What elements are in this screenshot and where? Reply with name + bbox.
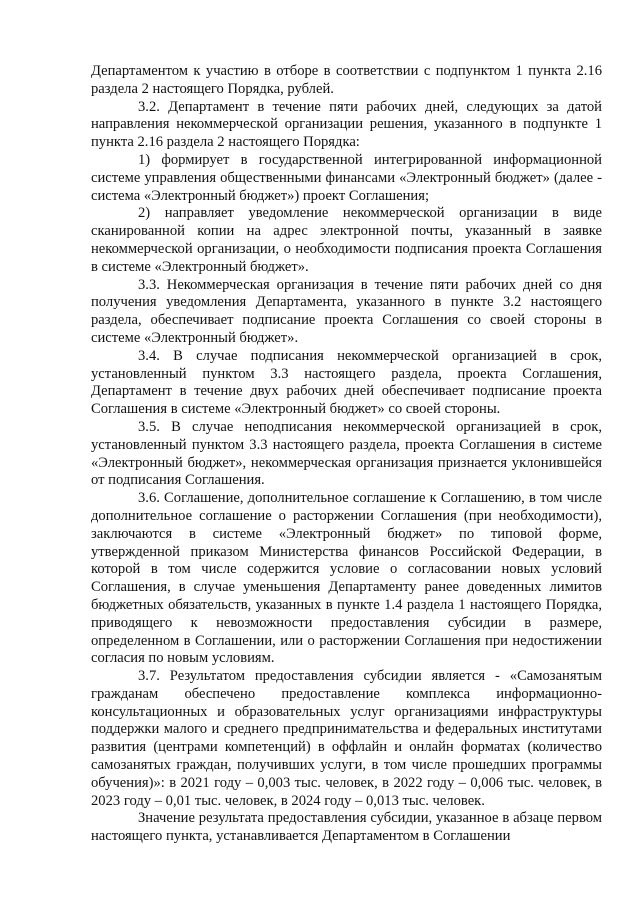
paragraph-3-5: 3.5. В случае неподписания некоммерческой организацией в срок, установленный пунктом 3.3 настоящего раздела, проекта Соглашения в системе «Электронный бюджет», некоммерческая организация признается уклонившейся от подписания Соглашения. — [91, 418, 602, 489]
paragraph-3-7: 3.7. Результатом предоставления субсидии является - «Самозанятым гражданам обеспечено предоставление комплекса информационно-консультационных и образовательных услуг организациями инфраструктуры поддержки малого и среднего предпринимательства и федеральных институтами развития (центрами компетенций) в оффлайн и онлайн форматах (количество самозанятых граждан, получивших услуги, в том числе прошедших программы обучения)»: в 2021 году – 0,003 тыс. человек, в 2022 году – 0,006 тыс. человек, в 2023 году – 0,01 тыс. человек, в 2024 году – 0,013 тыс. человек. — [91, 668, 602, 809]
paragraph-3-2-item-2: 2) направляет уведомление некоммерческой организации в виде сканированной копии на адрес электронной почты, указанный в заявке некоммерческой организации, о необходимости подписания проекта Соглашения в системе «Электронный бюджет». — [91, 205, 602, 275]
paragraph-3-6: 3.6. Соглашение, дополнительное соглашение к Соглашению, в том числе дополнительное соглашение о расторжении Соглашения (при необходимости), заключаются в системе «Электронный бюджет» по типовой форме, утвержденной приказом Министерства финансов Российской Федерации, в которой в том числе содержится условие о согласовании новых условий Соглашения, в случае уменьшения Департаменту ранее доведенных лимитов бюджетных обязательств, указанных в пункте 1.4 раздела 1 настоящего Порядка, приводящего к невозможности предоставления субсидии в размере, определенном в Соглашении, или о расторжении Соглашения при недостижении согласия по новым условиям. — [91, 490, 602, 667]
paragraph-continuation: Департаментом к участию в отборе в соответствии с подпунктом 1 пункта 2.16 раздела 2 настоящего Порядка, рублей. — [91, 63, 602, 97]
paragraph-result-value: Значение результата предоставления субсидии, указанное в абзаце первом настоящего пункта, устанавливается Департаментом в Соглашении — [91, 810, 602, 845]
paragraph-3-2-item-1: 1) формирует в государственной интегрированной информационной системе управления общественными финансами «Электронный бюджет» (далее - система «Электронный бюджет») проект Соглашения; — [91, 151, 602, 204]
paragraph-3-3: 3.3. Некоммерческая организация в течение пяти рабочих дней со дня получения уведомления Департамента, указанного в пункте 3.2 настоящего раздела, обеспечивает подписание проекта Соглашения со своей стороны в системе «Электронный бюджет». — [91, 276, 602, 346]
document-page — [91, 63, 602, 846]
paragraph-3-4: 3.4. В случае подписания некоммерческой организацией в срок, установленный пунктом 3.3 настоящего раздела, проекта Соглашения, Департамент в течение двух рабочих дней обеспечивает подписание проекта Соглашения в системе «Электронный бюджет» со своей стороны. — [91, 347, 602, 418]
paragraph-3-2: 3.2. Департамент в течение пяти рабочих дней, следующих за датой направления некоммерческой организации решения, указанного в подпункте 1 пункта 2.16 раздела 2 настоящего Порядка: — [91, 98, 602, 151]
